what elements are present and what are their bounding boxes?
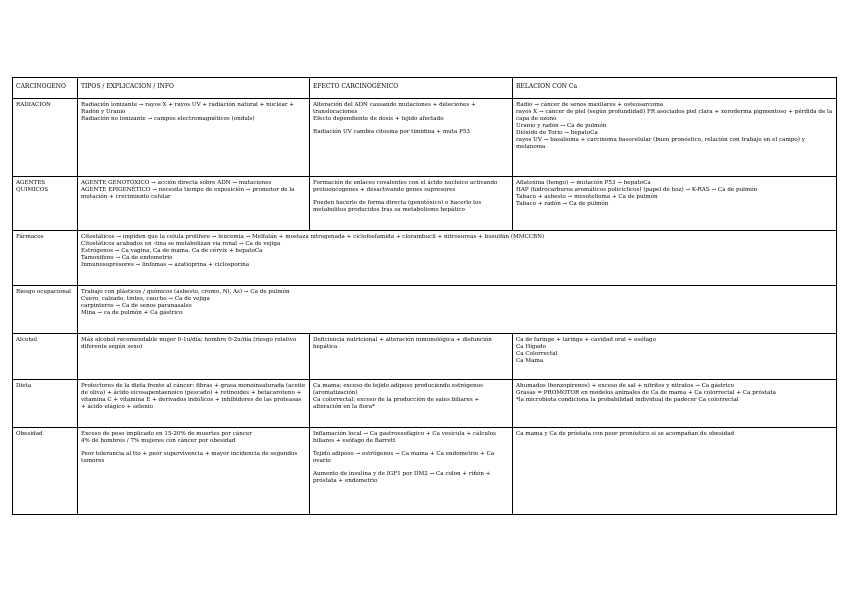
cell-label: Riesgo ocupacional [13,286,78,334]
row-farmacos [13,231,837,286]
row-riesgo-ocupacional [13,286,837,334]
cell-label: Dieta [13,380,78,428]
header-carcinogeno: CARCINOGENO [13,78,78,99]
header-tipos: TIPOS / EXPLICACION / INFO [78,78,310,99]
cell-label: Alcohol [13,334,78,380]
carcinogen-table [12,77,837,515]
header-relacion: RELACION CON Ca [513,78,837,99]
cell-label: Fármacos [13,231,78,286]
cell-relacion: Ca de faringe + laringe + cavidad oral + esófago Ca Hígado Ca Colorrectal Ca Mama [513,334,837,380]
cell-efecto: Deficiencia nutricional + alteración inmunológica + disfunción hepática [310,334,513,380]
cell-tipos: Citostáticos → impiden que la celula prolifere → leucemia → Melfalán + mostaza nitrogenada + ciclofosfamida + clorambucil + nitrosureas + busulfán (MMCCBN) Citostáticos acabados en -tina se metabolizan via renal → Ca de vejiga Estrógenos → Ca vagina, Ca de mama, Ca de cérvix + hepatoCa Tamoxifeno → Ca de endometrio Inmunosupresores → linfomas → azatioprina + ciclosporina [78,231,837,286]
cell-efecto: Formación de enlaces covalentes con el ácido nucleico activando protooncogenes + desactivando genes supresores Pueden hacerlo de forma directa (genotóxico) o hacerlo los metabolitos producidos tras su metabolismo hepático [310,177,513,231]
cell-relacion: Radio → cáncer de senos maxilares + osteosarcoma rayos X → cáncer de piel (según profundidad) FR asociados piel clara + xeroderma pigmentoso + pérdida de la capa de ozono Uranio y radón → Ca de pulmón Dióxido de Torio → hepatoCa rayos UV → basalioma + carcinoma basocelular (buen pronóstico, relación con trabajo en el campo) y melanoma [513,99,837,177]
cell-relacion: Ahumados (benzopirenos) + exceso de sal + nitritos y nitratos → Ca gástrico Grasas = PROMOTOR en modelos animales de Ca de mama + Ca colorrectal + Ca próstata *la microbiota condiciona la probabilidad individual de padecer Ca colorrectal [513,380,837,428]
cell-label: AGENTES QUIMICOS [13,177,78,231]
cell-efecto: Alteración del ADN causando mutaciones + deleciones + translocaciones Efecto dependiente de dosis + tejido afectado Radiación UV cambia citosina por timidina + muta P53 [310,99,513,177]
cell-tipos: Protectores de la dieta frente al cáncer: fibras + grasa monoinsaturada (aceite de oliva) + ácido eicosapentaenoico (pescado) + retinoides + betacaroteno + vitamina C + vitamina E + derivados indólicos + inhibidores de las proteasas + ácido elágico + selenio [78,380,310,428]
cell-tipos: Exceso de peso implicado en 15-20% de muertes por cáncer 4% de hombres / 7% mujeres con cáncer por obesidad Peor tolerancia al tto + peor supervivencia + mayor incidencia de segundos tumores [78,428,310,515]
cell-tipos: AGENTE GENOTÓXICO → acción directa sobre ADN → mutaciones AGENTE EPIGENÉTICO → necesita tiempo de exposición → promotor de la mutación + crecimiento celular [78,177,310,231]
cell-tipos: Radiación ionizante → rayos X + rayos UV + radiación natural + nuclear + Radón y Uranio Radiación no ionizante → campos electromagnéticos (onduls) [78,99,310,177]
row-dieta [13,380,837,428]
row-alcohol [13,334,837,380]
cell-efecto: Inflamación local → Ca gastroesofágico + Ca vesícula + cálculos biliares + esófago de Barrett Tejido adiposo → estrógenos → Ca mama + Ca endometrio + Ca ovario Aumento de insulina y de IGF1 por DM2 → Ca colon + riñón + próstata + endometrio [310,428,513,515]
cell-label: Obesidad [13,428,78,515]
row-agentes-quimicos [13,177,837,231]
header-efecto: EFECTO CARCINOGENICO [310,78,513,99]
table-header-row [13,78,837,99]
row-radiacion [13,99,837,177]
cell-label: RADIACION [13,99,78,177]
table-body [13,99,837,515]
cell-tipos: Trabajo con plásticos / químicos (asbesto, cromo, Ni, As) → Ca de pulmón Cuero, calzado, tintes, caucho → Ca de vejiga carpinteros → Ca de senos paranasales Mina → ca de pulmón + Ca gástrico [78,286,837,334]
row-obesidad [13,428,837,515]
cell-relacion: Aflatoxina (hongo) → mutación P53 → hepatoCa HAP (hidrocarburos aromáticos policíclicos) (papel de hoz) → K-RAS → Ca de pulmón Tabaco + asbesto → mesotelioma + Ca de pulmón Tabaco + radón → Ca de pulmón [513,177,837,231]
cell-efecto: Ca mama: exceso de tejido adiposo produciendo estrógenos (aromatización) Ca colorrectal: exceso de la producción de sales biliares + alteración en la flora* [310,380,513,428]
cell-tipos: Máx alcohol recomendable mujer 0-1u/día; hombre 0-2u/día (riesgo relativo diferente según sexo) [78,334,310,380]
cell-relacion: Ca mama y Ca de próstata con peor pronóstico si se acompañan de obesidad [513,428,837,515]
